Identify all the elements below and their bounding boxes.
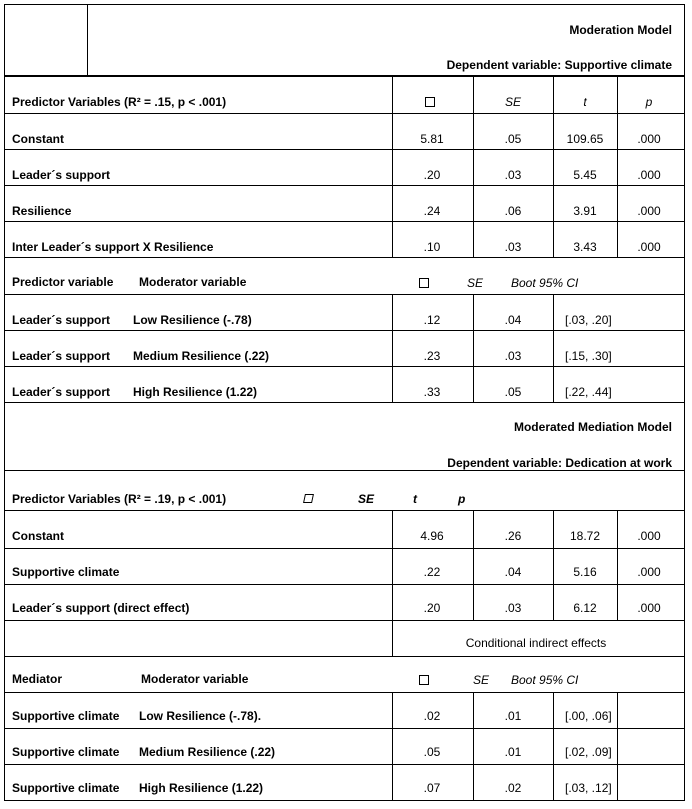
t-cell: 3.91 xyxy=(573,204,597,218)
conditional-indirect-effects-title: Conditional indirect effects xyxy=(465,636,607,650)
column-rule xyxy=(553,692,554,800)
se-cell: .03 xyxy=(504,240,522,254)
coefficient-cell: .05 xyxy=(423,745,441,759)
rule-header-bottom xyxy=(4,75,684,77)
ci-cell: [.03, .20] xyxy=(565,313,612,327)
column-rule xyxy=(553,294,554,402)
coefficient-cell: .20 xyxy=(423,168,441,182)
t-cell: 18.72 xyxy=(569,529,601,543)
moderator-variable-header: Moderator variable xyxy=(139,275,247,289)
ci-cell: [.02, .09] xyxy=(565,745,612,759)
moderator-cell: Medium Resilience (.22) xyxy=(133,349,270,363)
beta-symbol-icon xyxy=(425,97,435,107)
row-label: Supportive climate xyxy=(12,565,120,579)
p-cell: .000 xyxy=(637,240,661,254)
column-rule xyxy=(392,294,393,402)
beta-symbol-icon xyxy=(419,278,429,288)
se-cell: .04 xyxy=(504,565,522,579)
column-rule xyxy=(473,692,474,800)
column-rule xyxy=(617,692,618,800)
rule xyxy=(4,764,684,765)
ci-cell: [.15, .30] xyxy=(565,349,612,363)
coefficient-cell: .10 xyxy=(423,240,441,254)
mediation-title: Moderated Mediation Model xyxy=(513,420,672,434)
p-cell: .000 xyxy=(637,601,661,615)
predictor-cell: Leader´s support xyxy=(12,385,111,399)
mediation-se-header: SE xyxy=(358,492,375,506)
row-label: Constant xyxy=(12,132,64,146)
se-cell: .26 xyxy=(504,529,522,543)
rule xyxy=(4,470,684,471)
t-cell: 5.45 xyxy=(573,168,597,182)
moderator-cell: Medium Resilience (.22) xyxy=(139,745,276,759)
se-cell: .05 xyxy=(504,385,522,399)
mediator-cell: Supportive climate xyxy=(12,781,120,795)
column-rule xyxy=(617,77,618,257)
se-header: SE xyxy=(473,673,490,687)
moderator-cell: Low Resilience (-.78) xyxy=(133,313,252,327)
table-border-right xyxy=(684,4,685,801)
moderator-cell: Low Resilience (-.78). xyxy=(139,709,262,723)
p-cell: .000 xyxy=(637,529,661,543)
column-rule xyxy=(392,620,393,656)
moderation-predictors-header: Predictor Variables (R² = .15, p < .001) xyxy=(12,95,227,109)
row-label: Leader´s support xyxy=(12,168,111,182)
se-cell: .04 xyxy=(504,313,522,327)
rule xyxy=(4,402,684,403)
coefficient-cell: .12 xyxy=(423,313,441,327)
se-cell: .01 xyxy=(504,709,522,723)
column-rule xyxy=(392,77,393,257)
column-rule xyxy=(473,294,474,402)
se-cell: .03 xyxy=(504,349,522,363)
rule xyxy=(4,728,684,729)
beta-symbol-icon xyxy=(419,675,429,685)
moderation-se-header: SE xyxy=(504,95,522,109)
rule xyxy=(4,548,684,549)
rule xyxy=(4,656,684,657)
column-rule xyxy=(553,77,554,257)
predictor-variable-header: Predictor variable xyxy=(12,275,114,289)
rule xyxy=(4,330,684,331)
ci-cell: [.00, .06] xyxy=(565,709,612,723)
column-rule xyxy=(392,692,393,800)
rule xyxy=(4,257,684,258)
table-border-bottom xyxy=(4,800,684,801)
beta-symbol-icon xyxy=(303,494,314,503)
se-cell: .06 xyxy=(504,204,522,218)
moderation-title: Moderation Model xyxy=(569,23,672,37)
ci-cell: [.03, .12] xyxy=(565,781,612,795)
t-cell: 6.12 xyxy=(573,601,597,615)
column-rule xyxy=(392,510,393,620)
moderator-cell: High Resilience (1.22) xyxy=(139,781,264,795)
row-label: Constant xyxy=(12,529,64,543)
rule xyxy=(4,294,684,295)
mediator-cell: Supportive climate xyxy=(12,745,120,759)
row-label: Inter Leader´s support X Resilience xyxy=(12,240,214,254)
column-rule xyxy=(553,510,554,620)
coefficient-cell: .02 xyxy=(423,709,441,723)
coefficient-cell: .33 xyxy=(423,385,441,399)
rule xyxy=(4,366,684,367)
se-cell: .02 xyxy=(504,781,522,795)
coefficient-cell: 5.81 xyxy=(420,132,444,146)
t-cell: 3.43 xyxy=(573,240,597,254)
mediation-dependent-variable: Dependent variable: Dedication at work xyxy=(447,456,672,470)
boot-ci-header: Boot 95% CI xyxy=(511,673,579,687)
moderator-cell: High Resilience (1.22) xyxy=(133,385,258,399)
rule xyxy=(4,620,684,621)
rule xyxy=(4,692,684,693)
table-border-top xyxy=(4,4,684,5)
mediation-predictors-header: Predictor Variables (R² = .19, p < .001) xyxy=(12,492,227,506)
p-cell: .000 xyxy=(637,132,661,146)
mediation-p-header: p xyxy=(458,492,466,506)
moderation-dependent-variable: Dependent variable: Supportive climate xyxy=(446,58,672,72)
coefficient-cell: .07 xyxy=(423,781,441,795)
rule xyxy=(4,113,684,114)
se-header: SE xyxy=(467,276,484,290)
rule xyxy=(4,185,684,186)
column-rule xyxy=(87,4,88,75)
se-cell: .05 xyxy=(504,132,522,146)
mediator-header: Mediator xyxy=(12,672,63,686)
rule xyxy=(4,584,684,585)
column-rule xyxy=(473,77,474,257)
se-cell: .03 xyxy=(504,168,522,182)
moderator-variable-header: Moderator variable xyxy=(141,672,249,686)
table-border-left xyxy=(4,4,5,801)
se-cell: .01 xyxy=(504,745,522,759)
rule xyxy=(4,510,684,511)
rule xyxy=(4,221,684,222)
predictor-cell: Leader´s support xyxy=(12,313,111,327)
coefficient-cell: 4.96 xyxy=(420,529,444,543)
column-rule xyxy=(617,510,618,620)
row-label: Leader´s support (direct effect) xyxy=(12,601,190,615)
mediation-t-header: t xyxy=(413,492,417,506)
coefficient-cell: .20 xyxy=(423,601,441,615)
coefficient-cell: .23 xyxy=(423,349,441,363)
column-rule xyxy=(473,510,474,620)
t-cell: 109.65 xyxy=(566,132,604,146)
ci-cell: [.22, .44] xyxy=(565,385,612,399)
mediator-cell: Supportive climate xyxy=(12,709,120,723)
rule xyxy=(4,149,684,150)
moderation-p-header: p xyxy=(645,95,653,109)
moderation-t-header: t xyxy=(583,95,587,109)
t-cell: 5.16 xyxy=(573,565,597,579)
p-cell: .000 xyxy=(637,168,661,182)
p-cell: .000 xyxy=(637,565,661,579)
coefficient-cell: .24 xyxy=(423,204,441,218)
coefficient-cell: .22 xyxy=(423,565,441,579)
boot-ci-header: Boot 95% CI xyxy=(511,276,579,290)
predictor-cell: Leader´s support xyxy=(12,349,111,363)
row-label: Resilience xyxy=(12,204,72,218)
se-cell: .03 xyxy=(504,601,522,615)
p-cell: .000 xyxy=(637,204,661,218)
